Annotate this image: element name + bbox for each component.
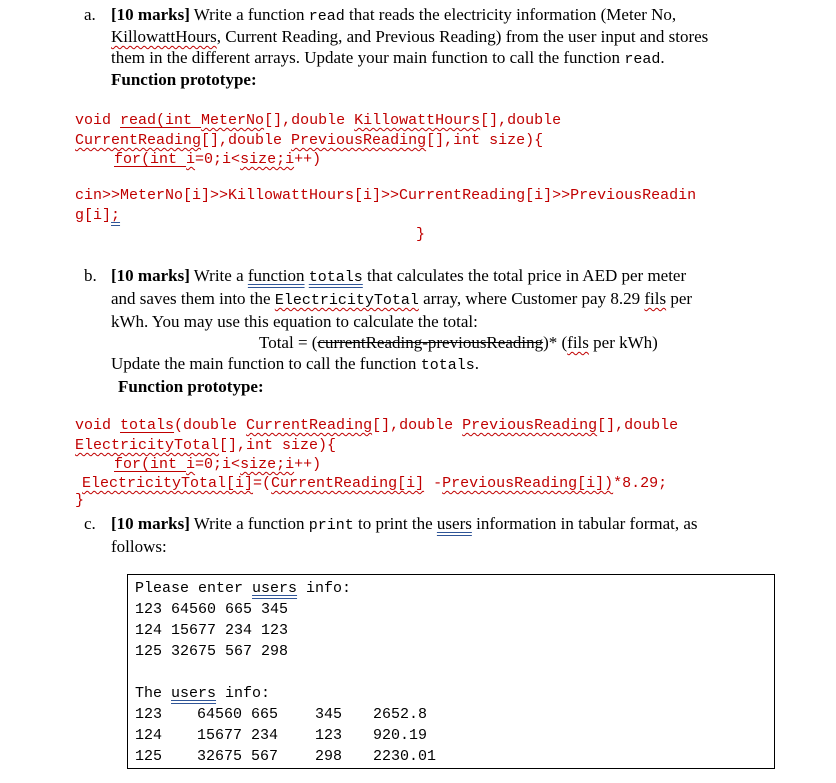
cell-previous: 298 xyxy=(315,748,343,765)
cell-id: 124 xyxy=(135,727,163,744)
code-line: void totals(double CurrentReading[],double PreviousReading[],double xyxy=(75,417,679,434)
part-a-line-1: [10 marks] Write a function read that reads the electricity information (Meter No, xyxy=(111,5,677,25)
part-a-line-2: KillowattHours, Current Reading, and Previous Reading) from the user input and stores xyxy=(111,27,709,46)
cell-id: 123 xyxy=(135,706,163,723)
cell-total: 2652.8 xyxy=(373,706,428,723)
cell-previous: 123 xyxy=(315,727,343,744)
console-input-line: 123 64560 665 345 xyxy=(135,601,289,618)
code-line: void read(int MeterNo[],double KillowattHours[],double xyxy=(75,112,562,129)
code-line: CurrentReading[],double PreviousReading[],int size){ xyxy=(75,132,544,149)
part-a-label: a. xyxy=(84,5,96,24)
code-line: g[i]; xyxy=(75,207,121,224)
part-b-equation: Total = (currentReading-previousReading)* (fils per kWh) xyxy=(259,333,658,352)
part-a-marks: [10 marks] xyxy=(111,5,190,24)
code-line: cin>>MeterNo[i]>>KillowattHours[i]>>CurrentReading[i]>>PreviousReadin xyxy=(75,187,697,204)
code-line: } xyxy=(75,492,85,509)
cell-id: 125 xyxy=(135,748,163,765)
cell-total: 920.19 xyxy=(373,727,428,744)
part-c-line-2: follows: xyxy=(111,537,167,556)
cell-meter: 64560 665 xyxy=(197,706,279,723)
part-c-label: c. xyxy=(84,514,96,533)
part-b-prototype-heading: Function prototype: xyxy=(118,377,264,396)
part-c-line-1: [10 marks] Write a function print to print the users information in tabular format, as xyxy=(111,514,698,534)
code-line: for(int i=0;i<size;i++) xyxy=(114,151,322,168)
part-b-label: b. xyxy=(84,266,97,285)
code-line: } xyxy=(416,226,426,243)
part-a-prototype-heading: Function prototype: xyxy=(111,70,257,89)
part-b-line-2: and saves them into the ElectricityTotal array, where Customer pay 8.29 fils per xyxy=(111,289,693,309)
code-line: ElectricityTotal[i]=(CurrentReading[i] -PreviousReading[i])*8.29; xyxy=(82,475,668,492)
cell-total: 2230.01 xyxy=(373,748,437,765)
cell-meter: 32675 567 xyxy=(197,748,279,765)
cell-previous: 345 xyxy=(315,706,343,723)
console-prompt: Please enter users info: xyxy=(135,580,352,597)
console-input-line: 124 15677 234 123 xyxy=(135,622,289,639)
part-b-line-3: kWh. You may use this equation to calculate the total: xyxy=(111,312,478,331)
part-b-update-line: Update the main function to call the function totals. xyxy=(111,354,479,374)
code-line: ElectricityTotal[],int size){ xyxy=(75,437,337,454)
console-input-line: 125 32675 567 298 xyxy=(135,643,289,660)
code-line: for(int i=0;i<size;i++) xyxy=(114,456,322,473)
part-a-line-3: them in the different arrays. Update your main function to call the function read. xyxy=(111,48,665,68)
console-table-header: The users info: xyxy=(135,685,271,702)
part-b-line-1: [10 marks] Write a function totals that calculates the total price in AED per meter xyxy=(111,266,687,286)
console-output-box xyxy=(127,574,775,769)
part-a-fn-read: read xyxy=(308,8,345,25)
cell-meter: 15677 234 xyxy=(197,727,279,744)
